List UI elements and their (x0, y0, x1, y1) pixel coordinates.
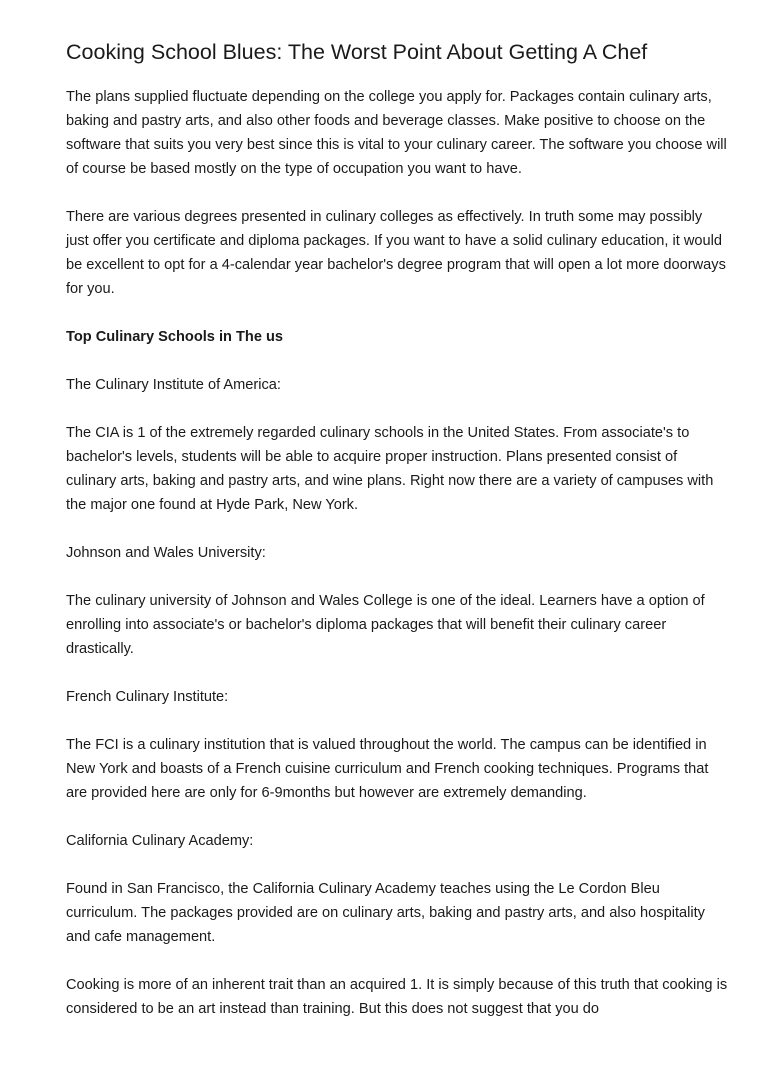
document-title: Cooking School Blues: The Worst Point About Getting A Chef (66, 40, 648, 64)
school-name-cia: The Culinary Institute of America: (66, 377, 281, 393)
paragraph-fci: The FCI is a culinary institution that is valued throughout the world. The campus can be identified in New York and boasts of a French cuisine curriculum and French cooking techniques. Programs that are provided here are only for 6-9months but however are extremely demanding. (66, 737, 709, 801)
section-heading: Top Culinary Schools in The us (66, 329, 284, 345)
paragraph-intro: The plans supplied fluctuate depending on the college you apply for. Packages contain culinary arts, baking and pastry arts, and also other foods and beverage classes. Make positive to choose on the software that suits you very best since this is vital to your culinary career. The software you choose will of course be based mostly on the type of occupation you want to have. (66, 89, 727, 177)
paragraph-california: Found in San Francisco, the California Culinary Academy teaches using the Le Cordon Bleu curriculum. The packages provided are on culinary arts, baking and pastry arts, and also hospitality and cafe management. (66, 881, 705, 945)
school-name-fci: French Culinary Institute: (66, 689, 229, 705)
school-name-california: California Culinary Academy: (66, 833, 254, 849)
paragraph-cia: The CIA is 1 of the extremely regarded culinary schools in the United States. From associate's to bachelor's levels, students will be able to acquire proper instruction. Plans presented consist of culinary arts, baking and pastry arts, and wine plans. Right now there are a variety of campuses with the major one found at Hyde Park, New York. (66, 425, 714, 513)
document-body (66, 85, 728, 1021)
school-name-johnson-wales: Johnson and Wales University: (66, 545, 266, 561)
paragraph-conclusion: Cooking is more of an inherent trait than an acquired 1. It is simply because of this truth that cooking is considered to be an art instead than training. But this does not suggest that you do (66, 977, 728, 1017)
paragraph-johnson-wales: The culinary university of Johnson and Wales College is one of the ideal. Learners have a option of enrolling into associate's or bachelor's diploma packages that will benefit their culinary career drastically. (66, 593, 705, 657)
paragraph-degrees: There are various degrees presented in culinary colleges as effectively. In truth some may possibly just offer you certificate and diploma packages. If you want to have a solid culinary education, it would be excellent to opt for a 4-calendar year bachelor's degree program that will open a lot more doorways for you. (66, 209, 726, 297)
